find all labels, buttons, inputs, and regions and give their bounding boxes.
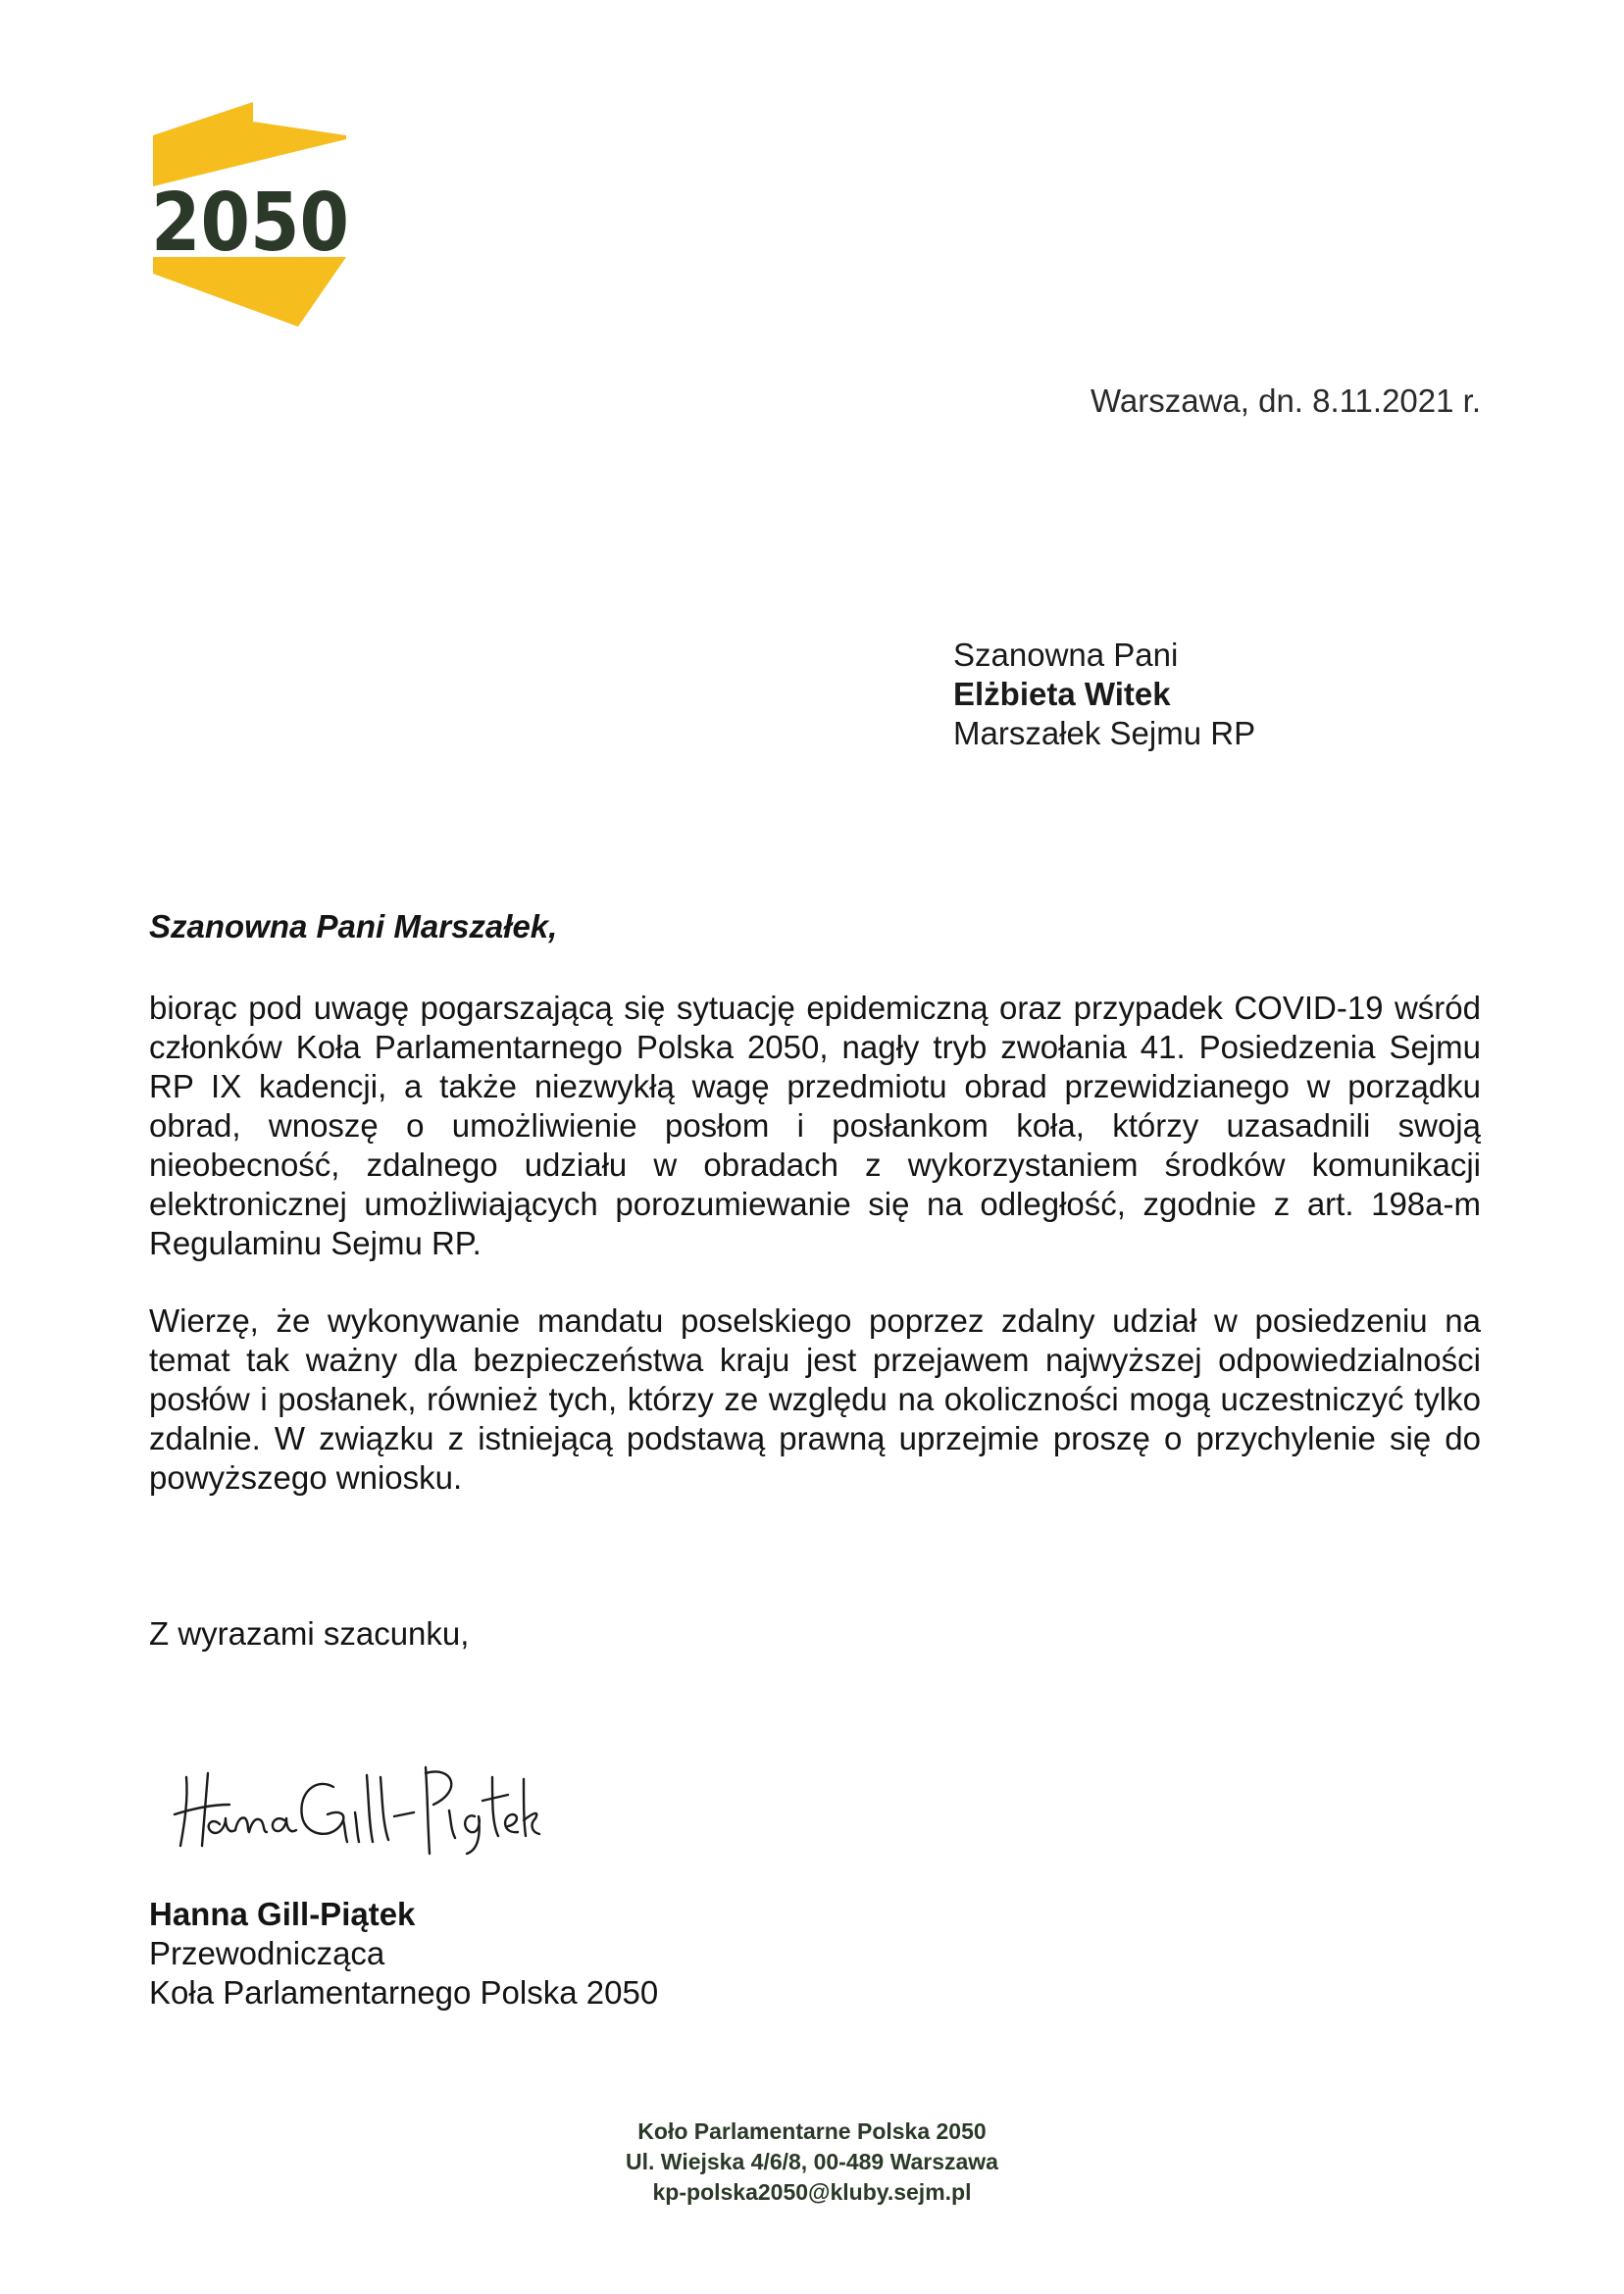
polska-2050-logo [153,102,349,328]
closing-phrase: Z wyrazami szacunku, [149,1615,470,1652]
letter-footer [0,2116,1624,2208]
recipient-greeting: Szanowna Pani [953,637,1179,673]
footer-email: kp-polska2050@kluby.sejm.pl [652,2179,972,2205]
signer-block [149,1895,658,2013]
recipient-block [953,636,1255,753]
recipient-name: Elżbieta Witek [953,676,1171,712]
footer-organization: Koło Parlamentarne Polska 2050 [637,2118,987,2144]
salutation: Szanowna Pani Marszałek, [149,908,558,944]
signer-role: Przewodnicząca [149,1935,385,1971]
logo-top-flag [153,102,346,186]
footer-address: Ul. Wiejska 4/6/8, 00-489 Warszawa [626,2149,998,2174]
body-paragraph-1: biorąc pod uwagę pogarszającą się sytuację epidemiczną oraz przypadek COVID-19 wśród członków Koła Parlamentarnego Polska 2050, nagły tryb zwołania 41. Posiedzenia Sejmu RP IX kadencji, a także niezwykłą wagę przedmiotu obrad przewidzianego w porządku obrad, wnoszę o umożliwienie posłom i posłankom koła, którzy uzasadnili swoją nieobecność, zdalnego udziału w obradach z wykorzystaniem środków komunikacji elektronicznej umożliwiających porozumiewanie się na odległość, zgodnie z art. 198a-m Regulaminu Sejmu RP. [149,990,1481,1261]
signer-organization: Koła Parlamentarnego Polska 2050 [149,1974,659,2011]
letter-date: Warszawa, dn. 8.11.2021 r. [1090,382,1481,419]
logo-text: 2050 [151,177,349,270]
signer-name: Hanna Gill-Piątek [149,1896,416,1932]
recipient-title: Marszałek Sejmu RP [953,715,1256,751]
body-paragraph-2: Wierzę, że wykonywanie mandatu poselskiego poprzez zdalny udział w posiedzeniu na temat tak ważny dla bezpieczeństwa kraju jest przejawem najwyższej odpowiedzialności posłów i posłanek, również tych, którzy ze względu na okoliczności mogą uczestniczyć tylko zdalnie. W związku z istniejącą podstawą prawną uprzejmie proszę o przychylenie się do powyższego wniosku. [149,1302,1481,1496]
handwritten-signature [169,1756,541,1863]
